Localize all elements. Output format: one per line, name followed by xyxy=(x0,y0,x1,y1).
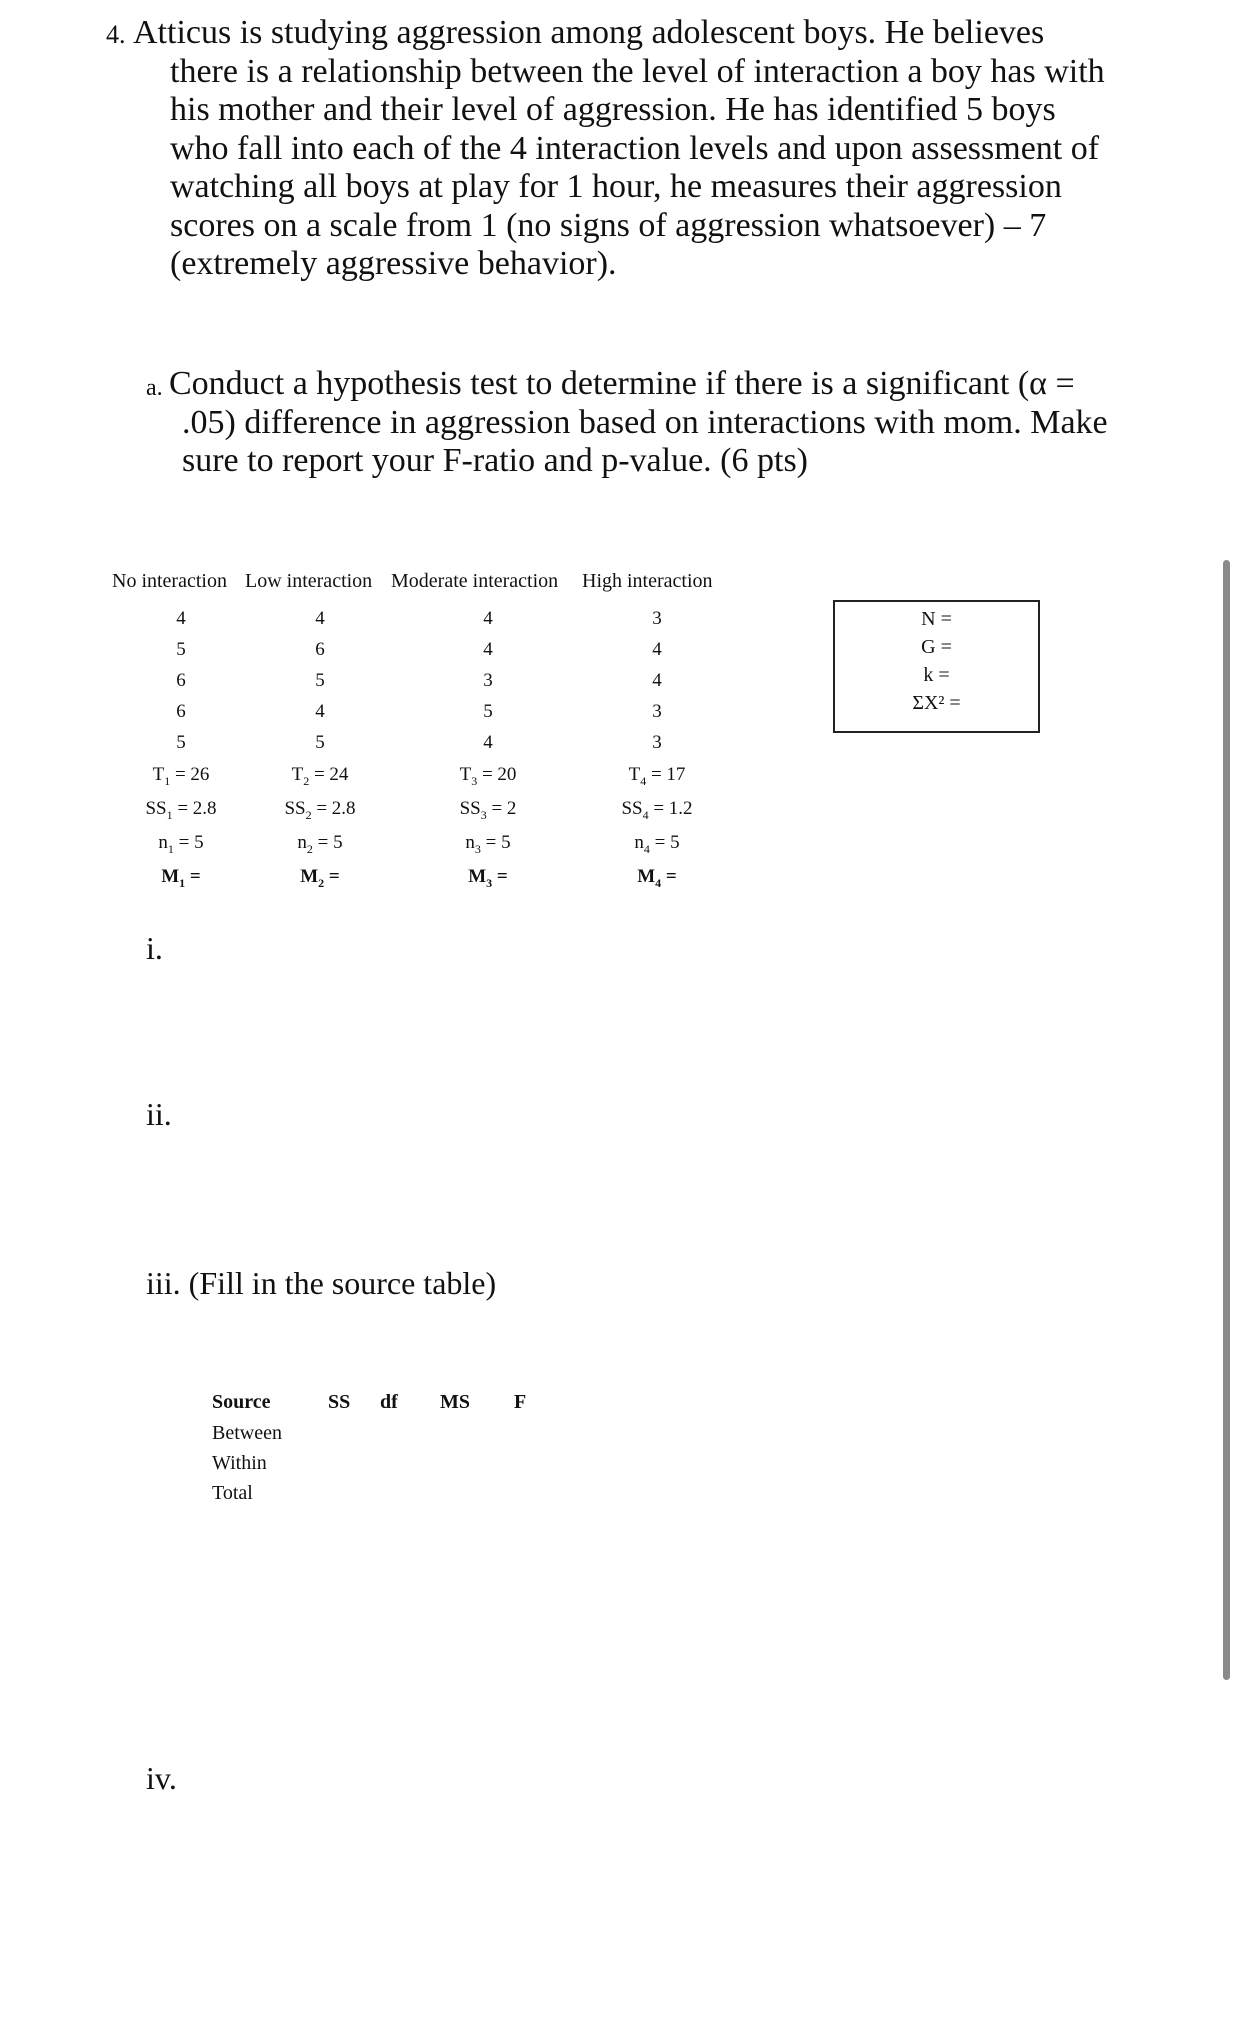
ss-2: $SS_2 = 2.8$ xyxy=(284,798,356,822)
summary-k: k = xyxy=(923,664,950,686)
source-table-header xyxy=(212,1386,544,1418)
n-1: $n_1 = 5$ xyxy=(158,832,204,856)
step-i: i. xyxy=(146,930,163,966)
score-cell: 5 xyxy=(483,701,493,722)
column-no-interaction xyxy=(111,603,251,894)
source-table xyxy=(212,1386,544,1508)
n-2: $n_2 = 5$ xyxy=(297,832,343,856)
score-cell: 5 xyxy=(315,670,325,691)
ss-4: $SS_4 = 1.2$ xyxy=(621,798,693,822)
part-a-text: Conduct a hypothesis test to determine if there is a significant (α = .05) difference in aggression based on interactions with mom. Make sure to report your F-ratio and p-value. (6 pts) xyxy=(169,365,1108,479)
total-t1: $T_1 = 26$ xyxy=(152,764,210,788)
header-moderate-interaction: Moderate interaction xyxy=(391,570,559,592)
n-4: $n_4 = 5$ xyxy=(634,832,680,856)
source-row-total: Total xyxy=(212,1482,253,1504)
header-df: df xyxy=(380,1391,398,1413)
score-cell: 6 xyxy=(176,670,186,691)
total-t3: $T_3 = 20$ xyxy=(459,764,517,788)
vertical-scrollbar[interactable] xyxy=(1223,560,1230,1680)
n-3: $n_3 = 5$ xyxy=(465,832,511,856)
question-number: 4. xyxy=(106,20,126,49)
summary-g: G = xyxy=(921,636,952,658)
score-cell: 4 xyxy=(315,701,325,722)
summary-box xyxy=(833,600,1040,733)
score-cell: 4 xyxy=(315,608,325,629)
source-row-between: Between xyxy=(212,1422,282,1444)
mean-3: $M_3$ = xyxy=(468,866,508,890)
mean-4: $M_4$ = xyxy=(637,866,677,890)
score-cell: 4 xyxy=(483,732,493,753)
column-high-interaction xyxy=(587,603,727,894)
score-cell: 4 xyxy=(483,608,493,629)
score-cell: 6 xyxy=(315,639,325,660)
header-no-interaction: No interaction xyxy=(112,570,227,592)
summary-n: N = xyxy=(921,608,952,630)
ss-3: $SS_3 = 2$ xyxy=(459,798,517,822)
column-low-interaction xyxy=(250,603,390,894)
header-ss: SS xyxy=(328,1391,351,1413)
column-moderate-interaction xyxy=(418,603,558,894)
header-f: F xyxy=(514,1391,527,1413)
part-a-label: a. xyxy=(146,375,163,401)
question-text: Atticus is studying aggression among adolescent boys. He believes there is a relationship between the level of interaction a boy has with his mother and their level of aggression. He has identified 5 boys who fall into each of the 4 interaction levels and upon assessment of watching all boys at play for 1 hour, he measures their aggression scores on a scale from 1 (no signs of aggression whatsoever) – 7 (extremely aggressive behavior). xyxy=(133,14,1105,282)
mean-1: $M_1$ = xyxy=(161,866,201,890)
score-cell: 3 xyxy=(652,732,662,753)
score-cell: 3 xyxy=(652,701,662,722)
header-ms: MS xyxy=(440,1391,470,1413)
score-cell: 5 xyxy=(315,732,325,753)
score-cell: 6 xyxy=(176,701,186,722)
mean-2: $M_2$ = xyxy=(300,866,340,890)
step-ii: ii. xyxy=(146,1096,172,1132)
step-iii: iii. (Fill in the source table) xyxy=(146,1265,497,1301)
total-t4: $T_4 = 17$ xyxy=(628,764,686,788)
question-4 xyxy=(108,14,1118,284)
score-cell: 3 xyxy=(483,670,493,691)
part-a xyxy=(146,365,1136,481)
ss-1: $SS_1 = 2.8$ xyxy=(145,798,217,822)
data-table-headers xyxy=(112,565,732,597)
score-cell: 4 xyxy=(652,670,662,691)
header-source: Source xyxy=(212,1391,271,1413)
score-cell: 5 xyxy=(176,732,186,753)
score-cell: 4 xyxy=(176,608,186,629)
score-cell: 4 xyxy=(652,639,662,660)
step-iv: iv. xyxy=(146,1760,177,1796)
score-cell: 4 xyxy=(483,639,493,660)
source-row-within: Within xyxy=(212,1452,267,1474)
score-cell: 5 xyxy=(176,639,186,660)
header-low-interaction: Low interaction xyxy=(245,570,373,592)
data-table xyxy=(112,565,732,890)
summary-sum-x-squared: ΣX² = xyxy=(912,692,961,714)
header-high-interaction: High interaction xyxy=(582,570,713,592)
total-t2: $T_2 = 24$ xyxy=(291,764,349,788)
score-cell: 3 xyxy=(652,608,662,629)
